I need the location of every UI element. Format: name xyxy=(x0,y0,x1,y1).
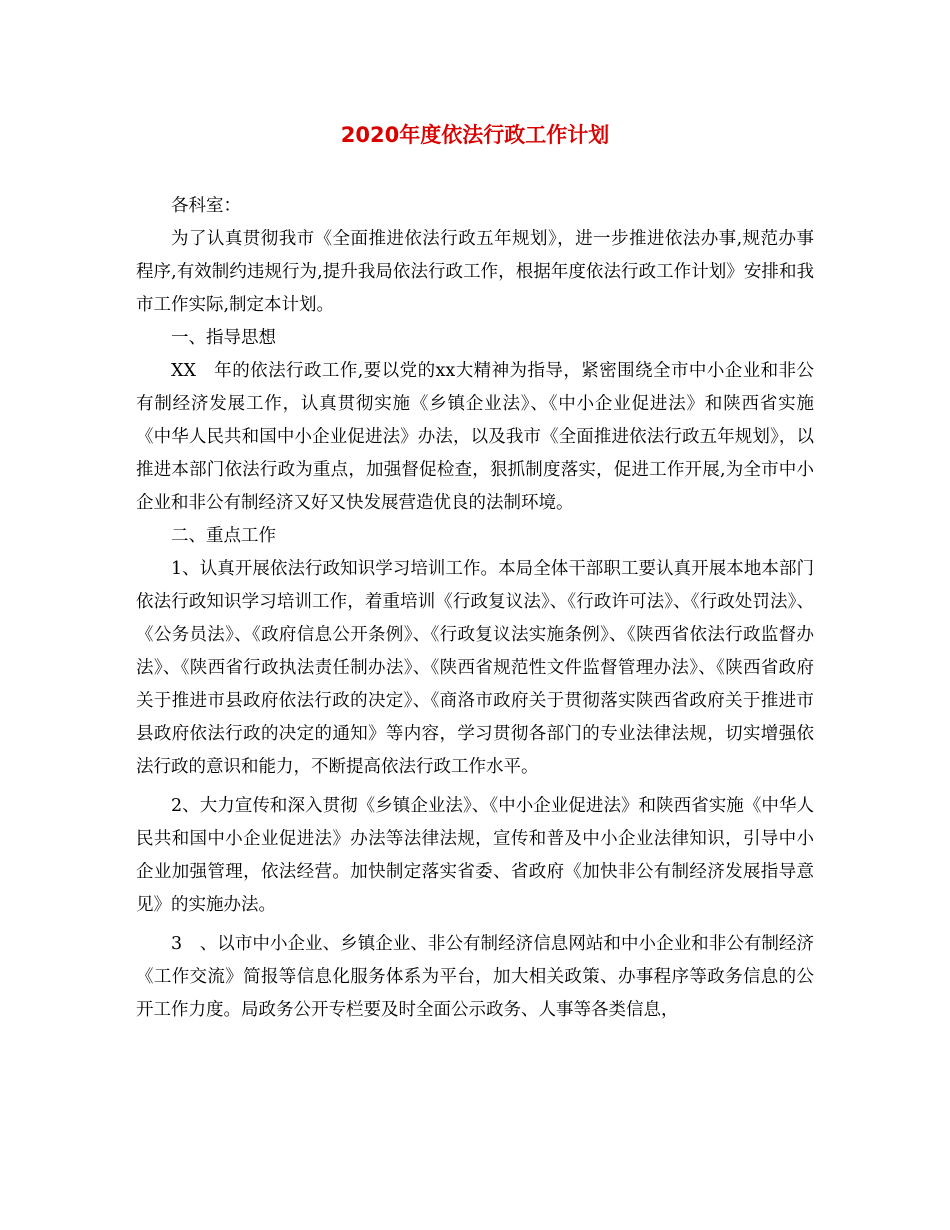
key-work-item-2: 2、大力宣传和深入贯彻《乡镇企业法》、《中小企业促进法》和陕西省实施《中华人民共和国中小企业促进法》办法等法律法规，宣传和普及中小企业法律知识，引导中小企业加强管理，依法经营。加快制定落实省委、省政府《加快非公有制经济发展指导意见》的实施办法。 xyxy=(136,796,814,915)
document-body xyxy=(136,190,814,1027)
section-heading-key-work: 二、重点工作 xyxy=(171,526,276,546)
guiding-ideology-paragraph: XX 年的依法行政工作,要以党的xx大精神为指导，紧密围绕全市中小企业和非公有制经济发展工作，认真贯彻实施《乡镇企业法》、《中小企业促进法》和陕西省实施《中华人民共和国中小企业促进法》办法，以及我市《全面推进依法行政五年规划》，以推进本部门依法行政为重点，加强督促检查，狠抓制度落实，促进工作开展,为全市中小企业和非公有制经济又好又快发展营造优良的法制环境。 xyxy=(136,361,814,513)
intro-paragraph: 为了认真贯彻我市《全面推进依法行政五年规划》，进一步推进依法办事,规范办事程序,有效制约违规行为,提升我局依法行政工作，根据年度依法行政工作计划》安排和我市工作实际,制定本计划。 xyxy=(136,229,814,315)
section-heading-guiding-ideology: 一、指导思想 xyxy=(171,328,276,348)
key-work-item-3: 3 、以市中小企业、乡镇企业、非公有制经济信息网站和中小企业和非公有制经济《工作交流》简报等信息化服务体系为平台，加大相关政策、办事程序等政务信息的公开工作力度。局政务公开专栏要及时全面公示政务、人事等各类信息， xyxy=(136,934,814,1020)
key-work-item-1: 1、认真开展依法行政知识学习培训工作。本局全体干部职工要认真开展本地本部门依法行政知识学习培训工作，着重培训《行政复议法》、《行政许可法》、《行政处罚法》、《公务员法》、《政府信息公开条例》、《行政复议法实施条例》、《陕西省依法行政监督办法》、《陕西省行政执法责任制办法》、《陕西省规范性文件监督管理办法》、《陕西省政府关于推进市县政府依法行政的决定》、《商洛市政府关于贯彻落实陕西省政府关于推进市县政府依法行政的决定的通知》等内容，学习贯彻各部门的专业法律法规，切实增强依法行政的意识和能力，不断提高依法行政工作水平。 xyxy=(136,559,814,777)
document-title: 2020年度依法行政工作计划 xyxy=(340,123,610,147)
greeting-paragraph: 各科室： xyxy=(171,196,241,216)
